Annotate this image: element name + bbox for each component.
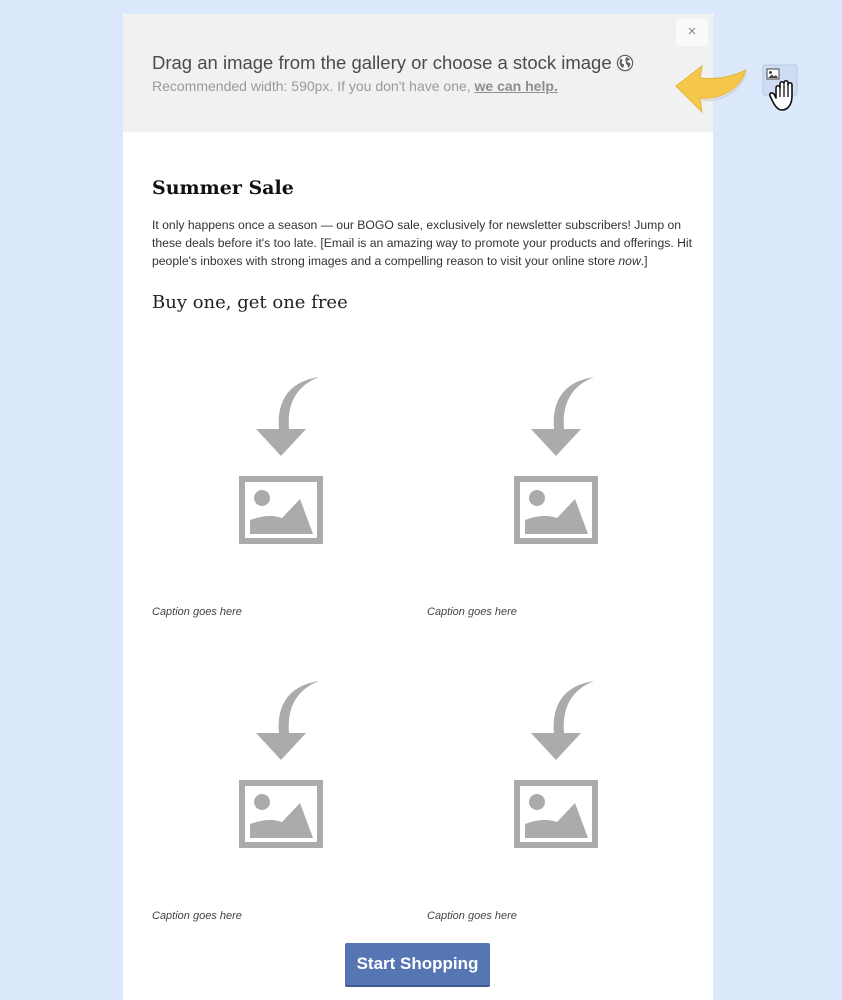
body-paragraph xyxy=(152,216,692,270)
start-shopping-button[interactable]: Start Shopping xyxy=(345,943,490,985)
close-icon[interactable]: × xyxy=(687,23,697,40)
drop-arrow-icon xyxy=(531,681,594,760)
headline: Summer Sale xyxy=(152,177,294,199)
image-caption[interactable]: Caption goes here xyxy=(427,606,517,618)
header-title xyxy=(152,52,634,77)
image-placeholder-icon xyxy=(517,783,595,845)
drop-arrow-icon xyxy=(256,377,319,456)
subheadline: Buy one, get one free xyxy=(152,292,348,313)
image-drop-slot[interactable] xyxy=(216,374,346,554)
body-end: .] xyxy=(640,254,648,268)
body-emphasis: now xyxy=(618,254,641,268)
image-drop-slot[interactable] xyxy=(216,678,346,858)
hint-arrow-icon xyxy=(670,60,750,116)
image-drop-header[interactable] xyxy=(123,14,713,132)
header-subtitle xyxy=(152,78,558,94)
image-placeholder-icon xyxy=(517,479,595,541)
drop-arrow-icon xyxy=(256,681,319,760)
header-title-text: Drag an image from the gallery or choose a stock image xyxy=(152,52,612,73)
image-caption[interactable]: Caption goes here xyxy=(152,606,242,618)
image-thumbnail-icon xyxy=(767,69,779,79)
image-drop-slot[interactable] xyxy=(491,374,621,554)
body-main: It only happens once a season — our BOGO sale, exclusively for newsletter subscribers! Jump on these deals before it's too late. [Email is an amazing way to promote your products and offerings. Hit people's inboxes with strong images and a compelling reason to visit your online store xyxy=(152,218,692,268)
email-editor-panel xyxy=(123,14,713,1000)
image-caption[interactable]: Caption goes here xyxy=(427,910,517,922)
image-placeholder-icon xyxy=(242,783,320,845)
help-link[interactable]: we can help. xyxy=(474,78,558,94)
image-drop-slot[interactable] xyxy=(491,678,621,858)
image-placeholder-icon xyxy=(242,479,320,541)
header-subtitle-text: Recommended width: 590px. If you don't have one, xyxy=(152,78,471,94)
image-caption[interactable]: Caption goes here xyxy=(152,910,242,922)
globe-icon[interactable] xyxy=(616,54,634,77)
close-button[interactable] xyxy=(676,19,708,46)
dragged-image-tile xyxy=(762,64,806,112)
drop-arrow-icon xyxy=(531,377,594,456)
